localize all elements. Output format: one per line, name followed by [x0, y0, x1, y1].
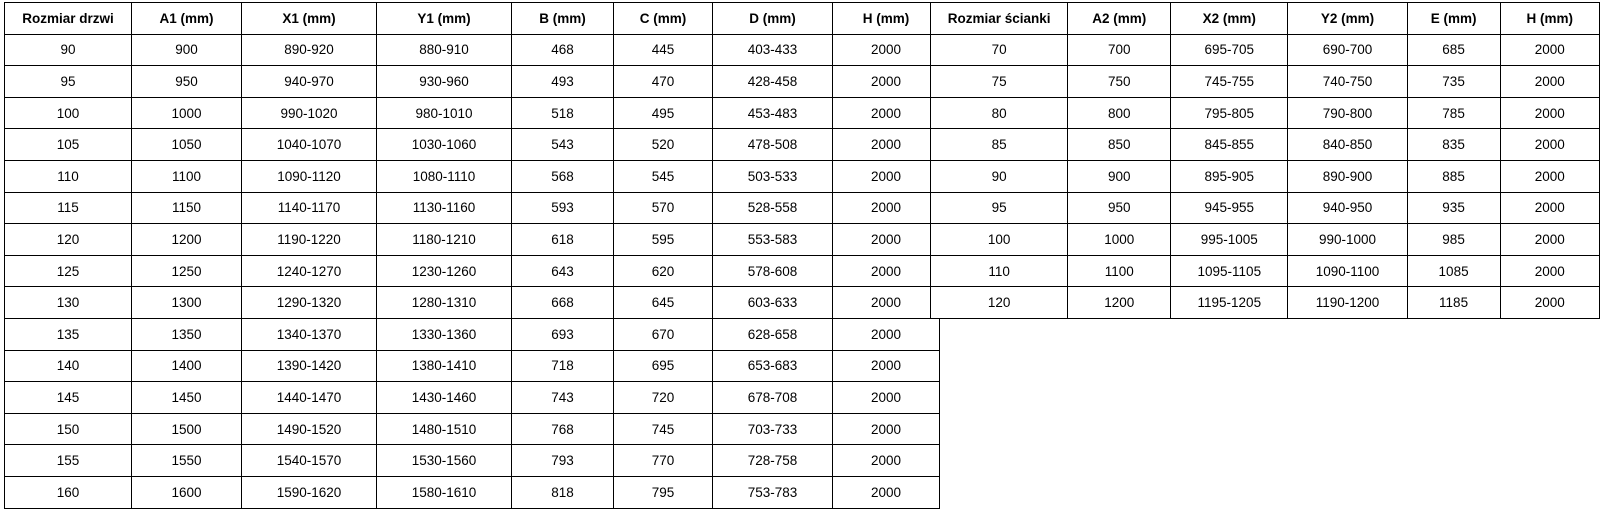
cell: 2000	[833, 224, 940, 256]
cell: 543	[512, 129, 614, 161]
walls-table-header	[931, 3, 1600, 35]
cell: 503-533	[713, 160, 833, 192]
cell: 1140-1170	[242, 192, 377, 224]
cell: 1490-1520	[242, 413, 377, 445]
cell: 553-583	[713, 224, 833, 256]
cell: 520	[614, 129, 713, 161]
cell: 850	[1068, 129, 1171, 161]
cell: 90	[5, 34, 132, 66]
cell: 160	[5, 476, 132, 508]
table-row	[5, 224, 940, 256]
cell: 145	[5, 382, 132, 414]
cell: 518	[512, 97, 614, 129]
cell: 900	[132, 34, 242, 66]
cell: 1290-1320	[242, 287, 377, 319]
column-header-x2: X2 (mm)	[1171, 3, 1288, 35]
cell: 570	[614, 192, 713, 224]
cell: 1600	[132, 476, 242, 508]
table-row	[931, 160, 1600, 192]
column-header-y2: Y2 (mm)	[1288, 3, 1407, 35]
cell: 125	[5, 255, 132, 287]
cell: 2000	[1500, 160, 1599, 192]
cell: 2000	[833, 287, 940, 319]
cell: 695	[614, 350, 713, 382]
cell: 770	[614, 445, 713, 477]
cell: 85	[931, 129, 1068, 161]
cell: 115	[5, 192, 132, 224]
table-header-row	[5, 3, 940, 35]
cell: 2000	[833, 192, 940, 224]
cell: 155	[5, 445, 132, 477]
cell: 790-800	[1288, 97, 1407, 129]
walls-dimensions-table	[930, 2, 1600, 319]
cell: 940-970	[242, 66, 377, 98]
table-row	[5, 476, 940, 508]
cell: 2000	[833, 445, 940, 477]
table-row	[5, 34, 940, 66]
cell: 980-1010	[377, 97, 512, 129]
cell: 703-733	[713, 413, 833, 445]
cell: 995-1005	[1171, 224, 1288, 256]
cell: 595	[614, 224, 713, 256]
table-row	[931, 66, 1600, 98]
doors-dimensions-table-container	[4, 2, 940, 509]
cell: 80	[931, 97, 1068, 129]
table-header-row	[931, 3, 1600, 35]
cell: 728-758	[713, 445, 833, 477]
cell: 2000	[1500, 97, 1599, 129]
cell: 1440-1470	[242, 382, 377, 414]
cell: 1085	[1407, 255, 1500, 287]
cell: 690-700	[1288, 34, 1407, 66]
cell: 2000	[1500, 224, 1599, 256]
cell: 1050	[132, 129, 242, 161]
cell: 1300	[132, 287, 242, 319]
table-row	[931, 192, 1600, 224]
cell: 1100	[1068, 255, 1171, 287]
cell: 1340-1370	[242, 318, 377, 350]
cell: 1430-1460	[377, 382, 512, 414]
cell: 90	[931, 160, 1068, 192]
cell: 593	[512, 192, 614, 224]
cell: 2000	[833, 129, 940, 161]
cell: 1390-1420	[242, 350, 377, 382]
table-row	[5, 97, 940, 129]
column-header-rozmiar-scianki: Rozmiar ścianki	[931, 3, 1068, 35]
cell: 2000	[833, 66, 940, 98]
cell: 1380-1410	[377, 350, 512, 382]
table-row	[5, 287, 940, 319]
cell: 1280-1310	[377, 287, 512, 319]
cell: 2000	[833, 413, 940, 445]
cell: 1480-1510	[377, 413, 512, 445]
cell: 1500	[132, 413, 242, 445]
table-row	[5, 66, 940, 98]
table-row	[931, 34, 1600, 66]
cell: 1550	[132, 445, 242, 477]
cell: 478-508	[713, 129, 833, 161]
cell: 768	[512, 413, 614, 445]
table-row	[931, 97, 1600, 129]
cell: 578-608	[713, 255, 833, 287]
cell: 545	[614, 160, 713, 192]
cell: 645	[614, 287, 713, 319]
cell: 120	[931, 287, 1068, 319]
cell: 1580-1610	[377, 476, 512, 508]
cell: 835	[1407, 129, 1500, 161]
cell: 1400	[132, 350, 242, 382]
cell: 1590-1620	[242, 476, 377, 508]
cell: 620	[614, 255, 713, 287]
cell: 740-750	[1288, 66, 1407, 98]
column-header-x1: X1 (mm)	[242, 3, 377, 35]
cell: 1130-1160	[377, 192, 512, 224]
cell: 2000	[1500, 255, 1599, 287]
cell: 1350	[132, 318, 242, 350]
walls-dimensions-table-container	[930, 2, 1600, 319]
cell: 895-905	[1171, 160, 1288, 192]
cell: 1185	[1407, 287, 1500, 319]
cell: 1090-1100	[1288, 255, 1407, 287]
column-header-b: B (mm)	[512, 3, 614, 35]
cell: 1330-1360	[377, 318, 512, 350]
cell: 403-433	[713, 34, 833, 66]
doors-dimensions-table	[4, 2, 940, 509]
cell: 1200	[1068, 287, 1171, 319]
table-row	[931, 224, 1600, 256]
column-header-h: H (mm)	[1500, 3, 1599, 35]
cell: 1530-1560	[377, 445, 512, 477]
cell: 795-805	[1171, 97, 1288, 129]
cell: 2000	[833, 476, 940, 508]
cell: 110	[931, 255, 1068, 287]
cell: 745-755	[1171, 66, 1288, 98]
cell: 990-1000	[1288, 224, 1407, 256]
cell: 753-783	[713, 476, 833, 508]
cell: 2000	[1500, 66, 1599, 98]
cell: 643	[512, 255, 614, 287]
cell: 2000	[833, 382, 940, 414]
cell: 95	[931, 192, 1068, 224]
table-row	[5, 318, 940, 350]
table-row	[5, 413, 940, 445]
cell: 743	[512, 382, 614, 414]
cell: 1150	[132, 192, 242, 224]
cell: 678-708	[713, 382, 833, 414]
cell: 2000	[1500, 192, 1599, 224]
cell: 100	[931, 224, 1068, 256]
cell: 75	[931, 66, 1068, 98]
column-header-e: E (mm)	[1407, 3, 1500, 35]
cell: 2000	[833, 97, 940, 129]
doors-table-body	[5, 34, 940, 508]
walls-table-body	[931, 34, 1600, 318]
cell: 120	[5, 224, 132, 256]
cell: 70	[931, 34, 1068, 66]
column-header-a2: A2 (mm)	[1068, 3, 1171, 35]
cell: 140	[5, 350, 132, 382]
column-header-a1: A1 (mm)	[132, 3, 242, 35]
cell: 1000	[132, 97, 242, 129]
table-row	[5, 160, 940, 192]
cell: 1450	[132, 382, 242, 414]
column-header-rozmiar-drzwi: Rozmiar drzwi	[5, 3, 132, 35]
column-header-c: C (mm)	[614, 3, 713, 35]
cell: 950	[1068, 192, 1171, 224]
cell: 880-910	[377, 34, 512, 66]
cell: 1030-1060	[377, 129, 512, 161]
cell: 700	[1068, 34, 1171, 66]
cell: 945-955	[1171, 192, 1288, 224]
cell: 1000	[1068, 224, 1171, 256]
cell: 2000	[833, 160, 940, 192]
cell: 130	[5, 287, 132, 319]
cell: 428-458	[713, 66, 833, 98]
cell: 568	[512, 160, 614, 192]
cell: 2000	[833, 350, 940, 382]
cell: 1190-1220	[242, 224, 377, 256]
cell: 695-705	[1171, 34, 1288, 66]
table-row	[5, 255, 940, 287]
cell: 670	[614, 318, 713, 350]
cell: 1200	[132, 224, 242, 256]
cell: 2000	[833, 318, 940, 350]
cell: 1190-1200	[1288, 287, 1407, 319]
cell: 940-950	[1288, 192, 1407, 224]
cell: 628-658	[713, 318, 833, 350]
cell: 668	[512, 287, 614, 319]
cell: 493	[512, 66, 614, 98]
cell: 618	[512, 224, 614, 256]
cell: 495	[614, 97, 713, 129]
cell: 1095-1105	[1171, 255, 1288, 287]
cell: 720	[614, 382, 713, 414]
cell: 1040-1070	[242, 129, 377, 161]
cell: 950	[132, 66, 242, 98]
table-row	[5, 445, 940, 477]
cell: 845-855	[1171, 129, 1288, 161]
cell: 528-558	[713, 192, 833, 224]
cell: 735	[1407, 66, 1500, 98]
cell: 1250	[132, 255, 242, 287]
cell: 885	[1407, 160, 1500, 192]
cell: 135	[5, 318, 132, 350]
cell: 2000	[833, 255, 940, 287]
cell: 100	[5, 97, 132, 129]
table-row	[5, 129, 940, 161]
cell: 470	[614, 66, 713, 98]
doors-table-header	[5, 3, 940, 35]
cell: 1240-1270	[242, 255, 377, 287]
cell: 1090-1120	[242, 160, 377, 192]
cell: 1080-1110	[377, 160, 512, 192]
cell: 1230-1260	[377, 255, 512, 287]
cell: 1540-1570	[242, 445, 377, 477]
table-row	[931, 129, 1600, 161]
cell: 1100	[132, 160, 242, 192]
cell: 785	[1407, 97, 1500, 129]
cell: 745	[614, 413, 713, 445]
cell: 2000	[1500, 129, 1599, 161]
cell: 1180-1210	[377, 224, 512, 256]
cell: 685	[1407, 34, 1500, 66]
cell: 468	[512, 34, 614, 66]
cell: 150	[5, 413, 132, 445]
cell: 800	[1068, 97, 1171, 129]
cell: 890-900	[1288, 160, 1407, 192]
cell: 95	[5, 66, 132, 98]
cell: 653-683	[713, 350, 833, 382]
cell: 818	[512, 476, 614, 508]
cell: 2000	[1500, 287, 1599, 319]
cell: 1195-1205	[1171, 287, 1288, 319]
cell: 840-850	[1288, 129, 1407, 161]
cell: 990-1020	[242, 97, 377, 129]
cell: 693	[512, 318, 614, 350]
cell: 935	[1407, 192, 1500, 224]
cell: 750	[1068, 66, 1171, 98]
cell: 930-960	[377, 66, 512, 98]
cell: 603-633	[713, 287, 833, 319]
table-row	[931, 287, 1600, 319]
cell: 453-483	[713, 97, 833, 129]
table-row	[5, 382, 940, 414]
cell: 985	[1407, 224, 1500, 256]
table-row	[5, 350, 940, 382]
column-header-d: D (mm)	[713, 3, 833, 35]
cell: 795	[614, 476, 713, 508]
column-header-y1: Y1 (mm)	[377, 3, 512, 35]
table-row	[931, 255, 1600, 287]
cell: 2000	[1500, 34, 1599, 66]
cell: 890-920	[242, 34, 377, 66]
cell: 793	[512, 445, 614, 477]
cell: 105	[5, 129, 132, 161]
table-row	[5, 192, 940, 224]
cell: 900	[1068, 160, 1171, 192]
cell: 2000	[833, 34, 940, 66]
cell: 110	[5, 160, 132, 192]
cell: 718	[512, 350, 614, 382]
column-header-h: H (mm)	[833, 3, 940, 35]
cell: 445	[614, 34, 713, 66]
